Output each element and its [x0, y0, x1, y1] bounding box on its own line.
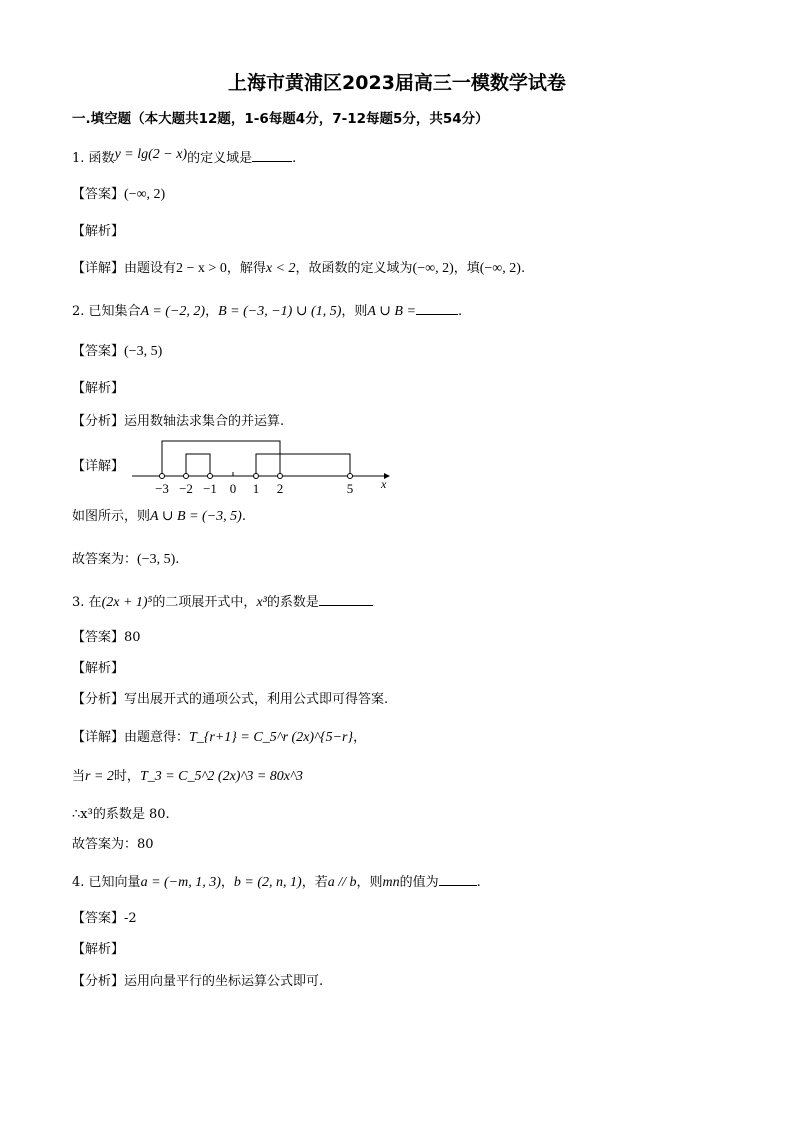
fenxi-text: 运用向量平行的坐标运算公式即可. [124, 974, 324, 989]
question-number: 2. [72, 304, 85, 319]
punctuation: . [520, 261, 526, 276]
formula: B = (−3, −1) ∪ (1, 5) [218, 304, 342, 319]
tick-label: −1 [203, 481, 217, 496]
fenxi-text: 写出展开式的通项公式，利用公式即可得答案. [124, 692, 389, 707]
formula: a = (−m, 1, 3) [140, 875, 221, 890]
answer-value: (−∞, 2) [124, 187, 166, 202]
q3-line2 [72, 768, 303, 786]
formula: A ∪ B = [367, 304, 416, 319]
analysis-label: 【解析】 [72, 381, 125, 396]
question-2 [72, 302, 462, 321]
analysis-label: 【解析】 [72, 661, 125, 676]
text: 时， [113, 769, 140, 784]
open-point [184, 474, 189, 479]
answer-value: 80 [124, 630, 141, 645]
punctuation: . [175, 552, 180, 567]
answer-value: (−3, 5) [124, 344, 163, 359]
question-text: 的值为 [399, 875, 439, 890]
q3-answer-line [72, 629, 141, 647]
formula: y = lg(2 − x) [114, 147, 188, 162]
q2-final-line [72, 551, 179, 569]
page-title: 上海市黄浦区2023届高三一模数学试卷 [228, 72, 566, 94]
detail-text: ，填 [453, 261, 480, 276]
axis-variable: x [381, 477, 387, 491]
detail-text: ，解得 [226, 261, 266, 276]
detail-text: 由题意得： [124, 730, 190, 745]
punctuation: . [457, 304, 463, 319]
formula: b = (2, n, 1) [233, 875, 302, 890]
text: 故答案为： [72, 552, 138, 567]
answer-label: 【答案】 [72, 187, 125, 202]
punctuation: ， [220, 875, 234, 890]
q2-detail-label-line [72, 458, 124, 476]
question-number: 3. [72, 595, 85, 610]
formula: r = 2 [85, 769, 114, 784]
question-text: ，则 [356, 875, 383, 890]
tick-label: 5 [346, 481, 354, 496]
answer-label: 【答案】 [72, 344, 125, 359]
formula: A = (−2, 2) [140, 304, 206, 319]
question-number: 4. [72, 875, 85, 890]
open-point [278, 474, 283, 479]
question-text: 的二项展开式中， [152, 595, 257, 610]
analysis-label: 【解析】 [72, 224, 125, 239]
question-text: 的定义域是 [187, 151, 253, 166]
q2-answer-line [72, 343, 162, 361]
section-heading: 一.填空题（本大题共12题，1-6每题4分，7-12每题5分，共54分） [72, 111, 489, 127]
question-number: 1. [72, 151, 85, 166]
answer-blank [319, 593, 373, 606]
formula: mn [382, 875, 400, 890]
detail-expr: x < 2 [265, 261, 296, 276]
tick-label: 0 [229, 481, 237, 496]
question-text: 函数 [88, 151, 115, 166]
answer-value: -2 [124, 911, 137, 926]
fenxi-label: 【分析】 [72, 974, 125, 989]
open-point [254, 474, 259, 479]
detail-expr: (−∞, 2) [412, 261, 454, 276]
fenxi-label: 【分析】 [72, 692, 125, 707]
q1-analysis-line [72, 223, 124, 241]
number-line-figure [126, 436, 396, 500]
punctuation: . [292, 151, 297, 166]
q4-fenxi-line [72, 973, 323, 991]
open-point [208, 474, 213, 479]
tick-label: −3 [155, 481, 169, 496]
question-text: ，则 [341, 304, 368, 319]
question-1 [72, 149, 296, 168]
analysis-label: 【解析】 [72, 942, 125, 957]
question-text: 在 [88, 595, 102, 610]
fenxi-text: 运用数轴法求集合的并运算. [124, 414, 285, 429]
formula: a // b [327, 875, 357, 890]
answer-label: 【答案】 [72, 630, 125, 645]
question-text: 的系数是 [266, 595, 319, 610]
question-3 [72, 593, 373, 612]
open-point [160, 474, 165, 479]
detail-expr: 2 − x > 0 [176, 261, 227, 276]
question-text: 已知集合 [88, 304, 141, 319]
q3-fenxi-line [72, 691, 388, 709]
question-text: ，若 [301, 875, 328, 890]
detail-text: 由题设有 [124, 261, 177, 276]
punctuation: ， [205, 304, 219, 319]
q2-fenxi-line [72, 413, 284, 431]
punctuation: . [476, 875, 481, 890]
answer-label: 【答案】 [72, 911, 125, 926]
question-text: 已知向量 [88, 875, 141, 890]
detail-label: 【详解】 [72, 261, 125, 276]
q2-figure-line [72, 508, 246, 526]
set-b-bracket [256, 454, 350, 476]
tick-label: 1 [252, 481, 260, 496]
answer-blank [252, 149, 292, 162]
q4-answer-line [72, 910, 137, 928]
q3-line3: ∴x³的系数是 80. [72, 807, 170, 822]
punctuation: ， [353, 730, 367, 745]
q1-answer-line [72, 186, 165, 204]
formula: T_{r+1} = C_5^r (2x)^{5−r} [189, 730, 354, 745]
formula: (−3, 5) [137, 552, 176, 567]
set-a-bracket [186, 454, 210, 476]
formula: A ∪ B = (−3, 5) [150, 509, 242, 524]
formula: x³ [256, 595, 267, 610]
q2-analysis-line [72, 380, 124, 398]
formula: (2x + 1)⁵ [101, 595, 153, 610]
q3-detail-line [72, 729, 366, 747]
q1-detail-line [72, 260, 525, 278]
detail-text: ，故函数的定义域为 [295, 261, 413, 276]
answer-blank [439, 873, 477, 886]
tick-label: −2 [179, 481, 193, 496]
punctuation: . [241, 509, 246, 524]
set-a-bracket [162, 441, 280, 476]
q3-analysis-line [72, 660, 124, 678]
q4-analysis-line [72, 941, 124, 959]
formula: T_3 = C_5^2 (2x)^3 = 80x^3 [139, 769, 303, 784]
open-point [348, 474, 353, 479]
tick-label: 2 [276, 481, 284, 496]
text: 如图所示，则 [72, 509, 151, 524]
text: 当 [72, 769, 86, 784]
q3-final-line: 故答案为：80 [72, 837, 154, 852]
detail-expr: (−∞, 2) [479, 261, 521, 276]
fenxi-label: 【分析】 [72, 414, 125, 429]
detail-label: 【详解】 [72, 730, 125, 745]
answer-blank [416, 302, 458, 315]
detail-label: 【详解】 [72, 459, 125, 474]
question-4 [72, 873, 481, 892]
